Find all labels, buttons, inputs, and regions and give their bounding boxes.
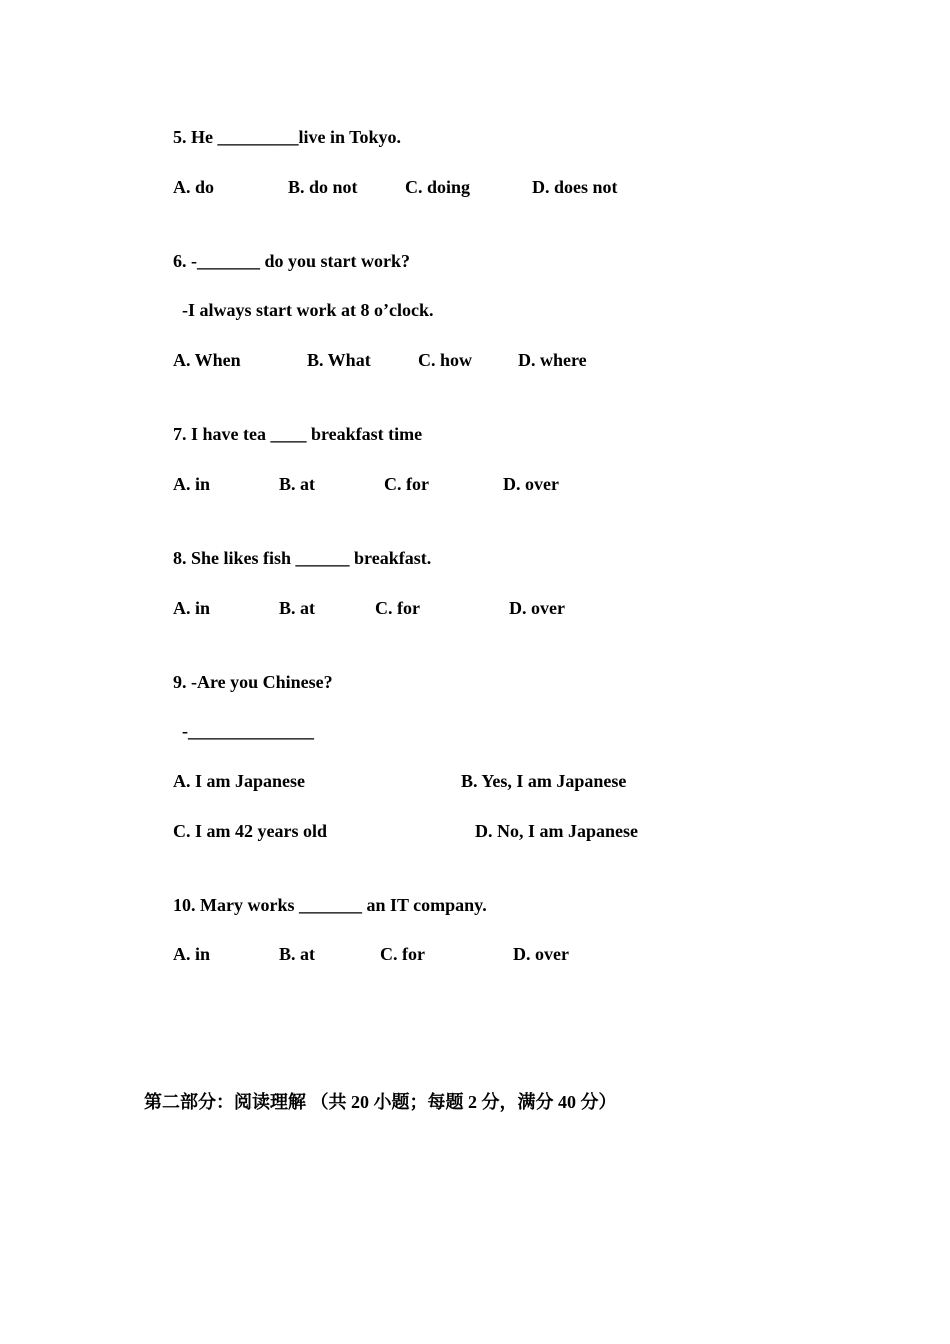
question-7-option-c: C. for (384, 474, 429, 494)
question-8-option-a: A. in (173, 598, 211, 618)
question-5-option-c: C. doing (405, 177, 471, 197)
question-9-answer-line: -______________ (182, 721, 314, 741)
question-5-option-a: A. do (173, 177, 215, 197)
question-9-option-a: A. I am Japanese (173, 771, 306, 791)
question-5-stem: 5. He _________live in Tokyo. (173, 127, 402, 147)
question-6-answer-line: -I always start work at 8 o’clock. (182, 300, 434, 320)
question-8-option-d: D. over (509, 598, 565, 618)
question-10-option-c: C. for (380, 944, 425, 964)
question-6-option-c: C. how (418, 350, 473, 370)
question-8-option-c: C. for (375, 598, 420, 618)
question-5-option-b: B. do not (288, 177, 358, 197)
question-10-stem: 10. Mary works _______ an IT company. (173, 895, 487, 915)
question-6-stem: 6. -_______ do you start work? (173, 251, 410, 271)
question-9-stem: 9. -Are you Chinese? (173, 672, 333, 692)
question-7-option-a: A. in (173, 474, 211, 494)
question-9-option-b: B. Yes, I am Japanese (461, 771, 627, 791)
question-8-option-b: B. at (279, 598, 315, 618)
question-7-option-d: D. over (503, 474, 559, 494)
question-9-option-d: D. No, I am Japanese (475, 821, 639, 841)
question-10-option-a: A. in (173, 944, 211, 964)
question-10-option-d: D. over (513, 944, 569, 964)
section-heading-reading: 第二部分：阅读理解 （共 20 小题；每题 2 分，满分 40 分） (144, 1092, 617, 1112)
question-7-stem: 7. I have tea ____ breakfast time (173, 424, 423, 444)
question-5-option-d: D. does not (532, 177, 618, 197)
question-6-option-b: B. What (307, 350, 371, 370)
question-7-option-b: B. at (279, 474, 315, 494)
question-6-option-d: D. where (518, 350, 587, 370)
question-6-option-a: A. When (173, 350, 241, 370)
question-8-stem: 8. She likes fish ______ breakfast. (173, 548, 432, 568)
question-10-option-b: B. at (279, 944, 315, 964)
question-9-option-c: C. I am 42 years old (173, 821, 327, 841)
